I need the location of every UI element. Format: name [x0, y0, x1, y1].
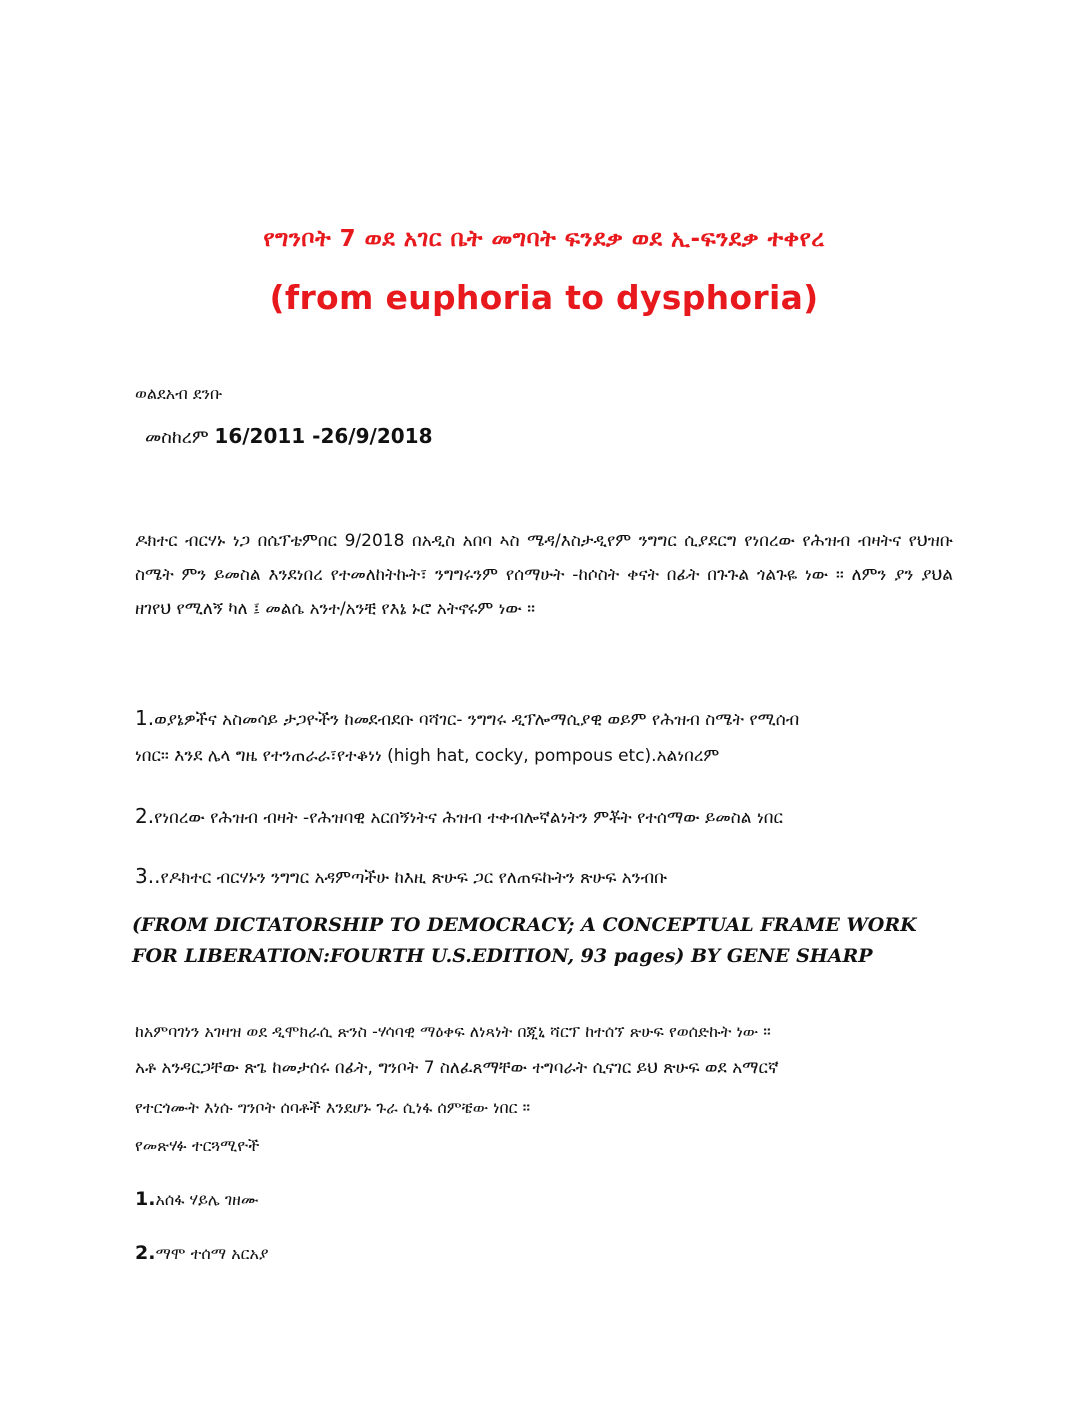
book-reference	[132, 910, 917, 972]
translator-2-number: 2.	[135, 1242, 156, 1264]
author-name: ወልደአብ ደንቡ	[135, 384, 223, 403]
andargachew-line: አቶ አንዳርጋቸው ጽጌ ከመታሰሩ በፊት, ግንቦት 7 ስለፈጸማቸው ተግባራት ሲናገር ይህ ጽሁፍ ወደ አማርኛ	[135, 1058, 779, 1078]
date-line	[145, 424, 433, 448]
list-item-3-number: 3..	[135, 864, 161, 888]
list-item-2-number: 2.	[135, 804, 155, 828]
list-item-1	[135, 706, 799, 730]
translation-claim-line: የተርጎሙት እነሱ ግንቦት ሰባቶች እንደሆኑ ጉራ ሲነፋ ሰምቼው ነበር ።	[135, 1098, 531, 1117]
translator-1-name: አሰፋ ሃይሌ ገዘሙ	[155, 1190, 259, 1209]
translator-item-2	[135, 1242, 269, 1264]
translators-heading: የመጽሃፉ ተርጓሚዮች	[135, 1136, 260, 1155]
translator-2-name: ማሞ ተሰማ አርአያ	[155, 1244, 269, 1263]
translator-1-number: 1.	[135, 1188, 156, 1210]
list-item-2-text: የነበረው የሕዝብ ብዛት -የሕዝባዊ አርበኝነትና ሕዝብ ተቀብሎኛልነትን ምቾት የተሰማው ይመስል ነበር	[154, 808, 783, 828]
title-amharic: የግንቦት 7 ወደ አገር ቤት መግባት ፍንደቃ ወደ ኢ-ፍንደቃ ተቀየረ	[263, 226, 825, 252]
book-reference-line-1: (FROM DICTATORSHIP TO DEMOCRACY; A CONCEPTUAL FRAME WORK	[132, 914, 917, 936]
list-item-1-number: 1.	[135, 706, 155, 730]
paragraph-intro: ዶክተር ብርሃኑ ነጋ በሴፕቴምበር 9/2018 በአዲስ አበባ ኣስ ሜዳ/እስታዲየም ንግግር ሲያደርግ የነበረው የሕዝብ ብዛትና የህዝቡ ስሜት ምን ይመስል እንደነበረ የተመለከትኩት፣ ንግግሩንም የሰማሁት -ከሶስት ቀናት በፊት በጉጉል ጎልጉዬ ነው ። ለምን ያን ያህል ዘገየህ የሚለኝ ካለ ፤ መልሴ አንተ/አንቺ የእኔ ኑሮ አትኖሩም ነው ።	[135, 531, 953, 619]
list-item-3	[135, 864, 667, 888]
date-prefix: መስከረም	[145, 427, 209, 448]
translator-item-1	[135, 1188, 259, 1210]
date-value: 16/2011 -26/9/2018	[214, 424, 433, 448]
list-item-2	[135, 804, 783, 828]
book-source-line: ከአምባገነን አገዛዝ ወደ ዲሞክራሲ ጽንስ -ሃሳባዊ ማዕቀፍ ለነጻነት በጂኒ ሻርፕ ከተሰኘ ጽሁፍ የወሰድኩት ነው ።	[135, 1022, 771, 1041]
list-item-3-text: የዶክተር ብርሃኑን ንግግር አዳምጣችሁ ከእዚ ጽሁፍ ጋር የለጠፍኩትን ጽሁፍ አንብቡ	[160, 868, 668, 888]
list-item-1-continued: ነበር። እንደ ሌላ ግዜ የተንጠራራ፣የተቆነነ (high hat, cocky, pompous etc).አልነበረም	[135, 746, 720, 766]
list-item-1-text: ወያኔዎችና አስመሳይ ታጋዮችን ከመደብደቡ ባሻገር- ንግግሩ ዲፕሎማሲያዊ ወይም የሕዝብ ስሜት የሚሰብ	[154, 710, 800, 730]
book-reference-line-2: FOR LIBERATION:FOURTH U.S.EDITION, 93 pages) BY GENE SHARP	[132, 945, 873, 967]
title-english: (from euphoria to dysphoria)	[269, 278, 819, 317]
